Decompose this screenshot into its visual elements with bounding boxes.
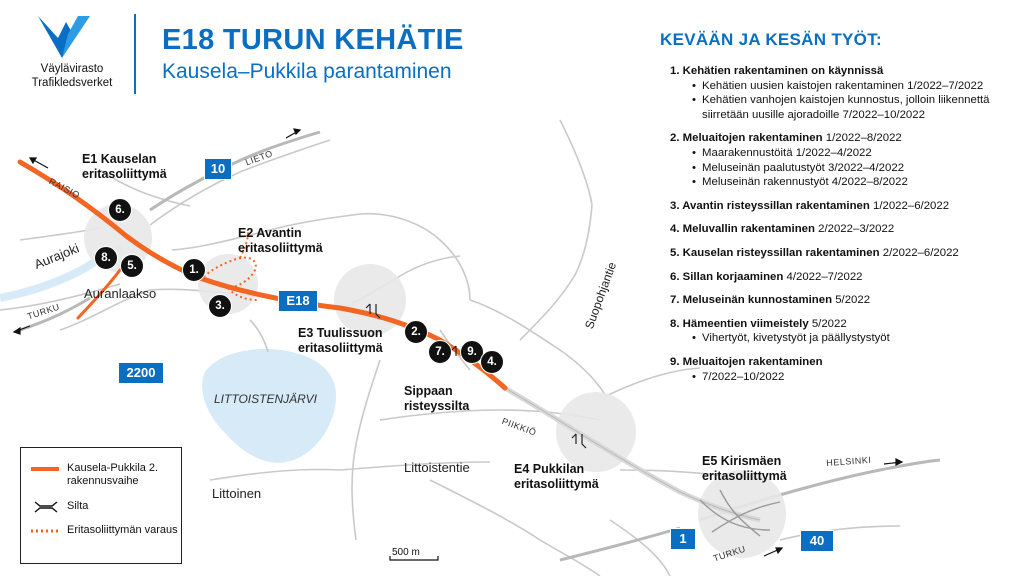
place-suopohjantie: Suopohjantie (582, 260, 620, 331)
work-item-title-text: 5. Kauselan risteyssillan rakentaminen (670, 246, 880, 259)
road-shield-1: 1 (670, 528, 696, 550)
work-item-title (670, 246, 1020, 261)
work-item-title (670, 199, 1020, 214)
road-shield-e18: E18 (278, 290, 318, 312)
work-item-period: 5/2022 (835, 294, 871, 307)
work-item-title (670, 270, 1020, 285)
work-item (670, 131, 1020, 189)
work-marker-5: 5. (120, 254, 144, 278)
work-item-period: 4/2022–7/2022 (786, 270, 863, 283)
work-item (670, 317, 1020, 346)
direction-turku-west: TURKU (26, 301, 61, 322)
work-marker-1: 1. (182, 258, 206, 282)
work-marker-3: 3. (208, 294, 232, 318)
work-item-title-text: 2. Meluaitojen rakentaminen (670, 132, 823, 145)
work-item (670, 199, 1020, 214)
work-item-sub-list (670, 331, 1020, 346)
road-shield-2200: 2200 (118, 362, 164, 384)
work-item-title (670, 222, 1020, 237)
place-littoistentie: Littoistentie (404, 460, 470, 475)
work-marker-9: 9. (460, 340, 484, 364)
work-item-sub-list (670, 370, 1020, 385)
label-e4: E4 Pukkilan eritasoliittymä (514, 462, 599, 491)
work-marker-2: 2. (404, 320, 428, 344)
work-marker-8: 8. (94, 246, 118, 270)
work-item-sub-list (670, 146, 1020, 190)
direction-helsinki: HELSINKI (826, 454, 872, 468)
page-title: E18 TURUN KEHÄTIE (162, 24, 464, 56)
work-item-sub: • Meluseinän paalutustyöt 3/2022–4/2022 (694, 161, 1020, 176)
works-panel (660, 30, 1020, 393)
direction-piikkio: PIIKKIÖ (500, 416, 538, 438)
organization-name (20, 62, 124, 90)
road-shield-10: 10 (204, 158, 232, 180)
bridge-symbols (366, 304, 586, 448)
work-item (670, 355, 1020, 384)
work-item (670, 246, 1020, 261)
work-item-sub: • Kehätien vanhojen kaistojen kunnostus, jolloin liikennettä siirretään uusille ajoradoille 7/2022–10/2022 (694, 93, 1020, 122)
road-shield-40: 40 (800, 530, 834, 552)
direction-raisio: RAISIO (47, 176, 82, 201)
work-item-sub: • Maarakennustöitä 1/2022–4/2022 (694, 146, 1020, 161)
header-divider (134, 14, 136, 94)
work-item-sub: • Meluseinän rakennustyöt 4/2022–8/2022 (694, 175, 1020, 190)
bridge-icon (31, 500, 61, 514)
work-marker-6: 6. (108, 198, 132, 222)
work-marker-7: 7. (428, 340, 452, 364)
work-item-title (670, 131, 1020, 146)
work-item-period: 2/2022–3/2022 (818, 223, 895, 236)
work-item-title (670, 64, 1020, 79)
work-item (670, 293, 1020, 308)
legend-construction-swatch (31, 464, 61, 474)
work-item-title (670, 355, 1020, 370)
work-item-title-text: 1. Kehätien rakentaminen on käynnissä (670, 65, 884, 77)
work-item (670, 270, 1020, 285)
work-item-title (670, 317, 1020, 332)
work-item-sub: • 7/2022–10/2022 (694, 370, 1020, 385)
work-item-period: 1/2022–8/2022 (825, 132, 902, 145)
place-littoinen: Littoinen (212, 486, 262, 501)
direction-lieto: LIETO (244, 148, 275, 168)
work-item-period: 2/2022–6/2022 (882, 246, 959, 259)
work-item-title-text: 3. Avantin risteyssillan rakentaminen (670, 199, 870, 212)
work-item-sub-list (670, 79, 1020, 123)
works-title: KEVÄÄN JA KESÄN TYÖT: (660, 30, 882, 49)
vaylavirasto-logo (38, 16, 90, 58)
direction-turku-southeast: TURKU (712, 543, 747, 564)
work-item-sub: • Kehätien uusien kaistojen rakentaminen 1/2022–7/2022 (694, 79, 1020, 94)
work-item-title-text: 7. Meluseinän kunnostaminen (670, 294, 833, 307)
organization-line-sv: Trafikledsverket (31, 77, 113, 89)
scale-label: 500 m (392, 547, 420, 558)
works-list (660, 64, 1020, 384)
work-item-sub: • Vihertyöt, kivetystyöt ja päällystystyöt (694, 331, 1020, 346)
work-item-title-text: 6. Sillan korjaaminen (670, 270, 784, 283)
place-littoistenjarvi: LITTOISTENJÄRVI (214, 392, 317, 406)
label-sippaa: Sippaan risteyssilta (404, 384, 470, 413)
legend: Kausela-Pukkila 2. rakennusvaihe Silta Eritasoliittymän varaus (20, 447, 182, 564)
work-marker-4: 4. (480, 350, 504, 374)
organization-line-fi: Väylävirasto (40, 63, 104, 75)
page-subtitle: Kausela–Pukkila parantaminen (162, 60, 452, 83)
work-item-title-text: 9. Meluaitojen rakentaminen (670, 355, 823, 368)
legend-reservation-swatch (31, 526, 61, 536)
label-e3: E3 Tuulissuon eritasoliittymä (298, 326, 383, 355)
label-e5: E5 Kirismäen eritasoliittymä (702, 454, 787, 483)
work-item-title (670, 293, 1020, 308)
work-item (670, 64, 1020, 122)
work-item-period: 1/2022–6/2022 (873, 199, 950, 212)
label-e1: E1 Kauselan eritasoliittymä (82, 152, 167, 181)
work-item-period: 5/2022 (811, 317, 847, 330)
label-e2: E2 Avantin eritasoliittymä (238, 226, 323, 255)
place-auranlaakso: Auranlaakso (84, 286, 157, 301)
work-item-title-text: 4. Meluvallin rakentaminen (670, 223, 815, 236)
place-aurajoki: Aurajoki (32, 240, 82, 272)
work-item-title-text: 8. Hämeentien viimeistely (670, 317, 809, 330)
work-item (670, 222, 1020, 237)
